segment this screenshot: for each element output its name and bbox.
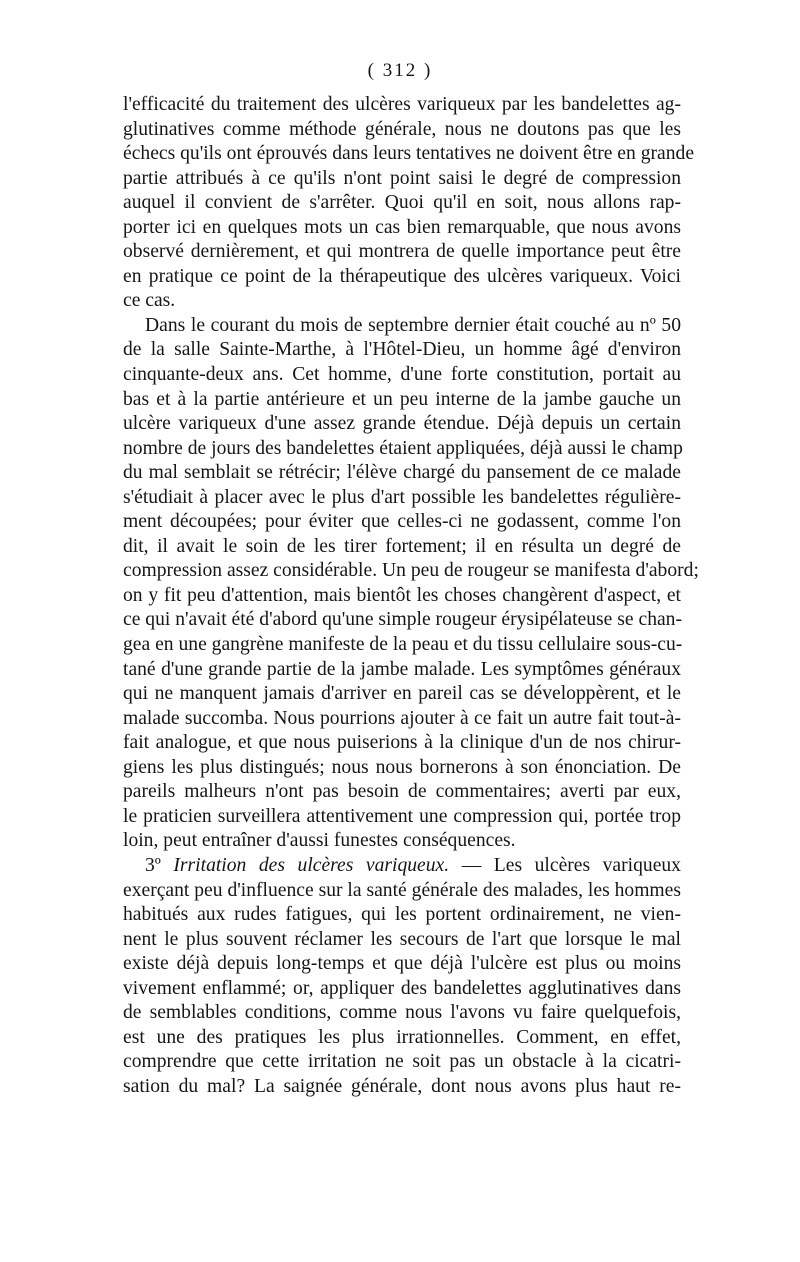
text-line: de la salle Sainte-Marthe, à l'Hôtel-Dieu, un homme âgé d'environ <box>123 339 681 361</box>
text-fragment: — Les ulcères variqueux <box>461 854 681 876</box>
section-heading: Irritation des ulcères variqueux. <box>173 854 450 876</box>
text-line: habitués aux rudes fatigues, qui les portent ordinairement, ne vien- <box>123 904 681 926</box>
text-line: gea en une gangrène manifeste de la peau et du tissu cellulaire sous-cu- <box>123 634 683 656</box>
text-line: on y fit peu d'attention, mais bientôt les choses changèrent d'aspect, et <box>123 584 681 606</box>
text-line: dit, il avait le soin de les tirer fortement; il en résulta un degré de <box>123 535 681 557</box>
text-line: sation du mal? La saignée générale, dont nous avons plus haut re- <box>123 1075 681 1097</box>
text-line: partie attribués à ce qu'ils n'ont point saisi le degré de compression <box>123 167 681 189</box>
text-line: vivement enflammé; or, appliquer des bandelettes agglutinatives dans <box>123 977 681 999</box>
text-line: ment découpées; pour éviter que celles-ci ne godassent, comme l'on <box>123 511 681 533</box>
text-line: malade succomba. Nous pourrions ajouter à ce fait un autre fait tout-à- <box>123 707 681 729</box>
text-line: fait analogue, et que nous puiserions à la clinique d'un de nos chirur- <box>123 732 681 754</box>
text-line: cinquante-deux ans. Cet homme, d'une forte constitution, portait au <box>123 364 681 386</box>
text-line: giens les plus distingués; nous nous bornerons à son énonciation. De <box>123 756 681 778</box>
text-line: s'étudiait à placer avec le plus d'art possible les bandelettes régulière- <box>123 486 681 508</box>
text-line: est une des pratiques les plus irrationnelles. Comment, en effet, <box>123 1026 681 1048</box>
text-line: de semblables conditions, comme nous l'avons vu faire quelquefois, <box>123 1002 681 1024</box>
body-text <box>123 93 699 1099</box>
text-line: tané d'une grande partie de la jambe malade. Les symptômes généraux <box>123 658 681 680</box>
text-line: exerçant peu d'influence sur la santé générale des malades, les hommes <box>123 879 681 901</box>
text-line: comprendre que cette irritation ne soit pas un obstacle à la cicatri- <box>123 1051 681 1073</box>
text-line: auquel il convient de s'arrêter. Quoi qu'il en soit, nous allons rap- <box>123 192 681 214</box>
text-line: du mal semblait se rétrécir; l'élève chargé du pansement de ce malade <box>123 462 681 484</box>
text-line: échecs qu'ils ont éprouvés dans leurs tentatives ne doivent être en grande <box>123 143 695 165</box>
text-line: l'efficacité du traitement des ulcères variqueux par les bandelettes ag- <box>123 94 681 115</box>
text-line: qui ne manquent jamais d'arriver en pareil cas se développèrent, et le <box>123 683 681 705</box>
text-line: pareils malheurs n'ont pas besoin de commentaires; averti par eux, <box>123 781 681 803</box>
section-first-line <box>123 854 681 879</box>
text-line: en pratique ce point de la thérapeutique des ulcères variqueux. Voici <box>123 265 681 287</box>
text-line: bas et à la partie antérieure et un peu interne de la jambe gauche un <box>123 388 681 410</box>
text-line: nent le plus souvent réclamer les secours de l'art que lorsque le mal <box>123 928 681 950</box>
paragraph-continuation <box>123 93 695 314</box>
text-line: Dans le courant du mois de septembre dernier était couché au nº 50 <box>145 314 681 336</box>
paragraph-irritation <box>123 854 681 1099</box>
text-line: loin, peut entraîner d'aussi funestes conséquences. <box>123 830 516 852</box>
text-line: ce cas. <box>123 290 176 312</box>
text-line: le praticien surveillera attentivement une compression qui, portée trop <box>123 805 681 827</box>
page-number: ( 312 ) <box>367 60 433 81</box>
section-number: 3º <box>145 854 161 876</box>
text-line: porter ici en quelques mots un cas bien remarquable, que nous avons <box>123 216 681 238</box>
text-line: ce qui n'avait été d'abord qu'une simple rougeur érysipélateuse se chan- <box>123 609 683 631</box>
paragraph-case-report <box>123 314 699 854</box>
text-line: glutinatives comme méthode générale, nous ne doutons pas que les <box>123 118 681 140</box>
text-line: existe déjà depuis long-temps et que déjà l'ulcère est plus ou moins <box>123 953 681 975</box>
text-line: nombre de jours des bandelettes étaient appliquées, déjà aussi le champ <box>123 437 683 459</box>
text-line: ulcère variqueux d'une assez grande étendue. Déjà depuis un certain <box>123 413 681 435</box>
text-line: observé dernièrement, et qui montrera de quelle importance peut être <box>123 241 681 263</box>
text-line: compression assez considérable. Un peu de rougeur se manifesta d'abord; <box>123 560 699 582</box>
